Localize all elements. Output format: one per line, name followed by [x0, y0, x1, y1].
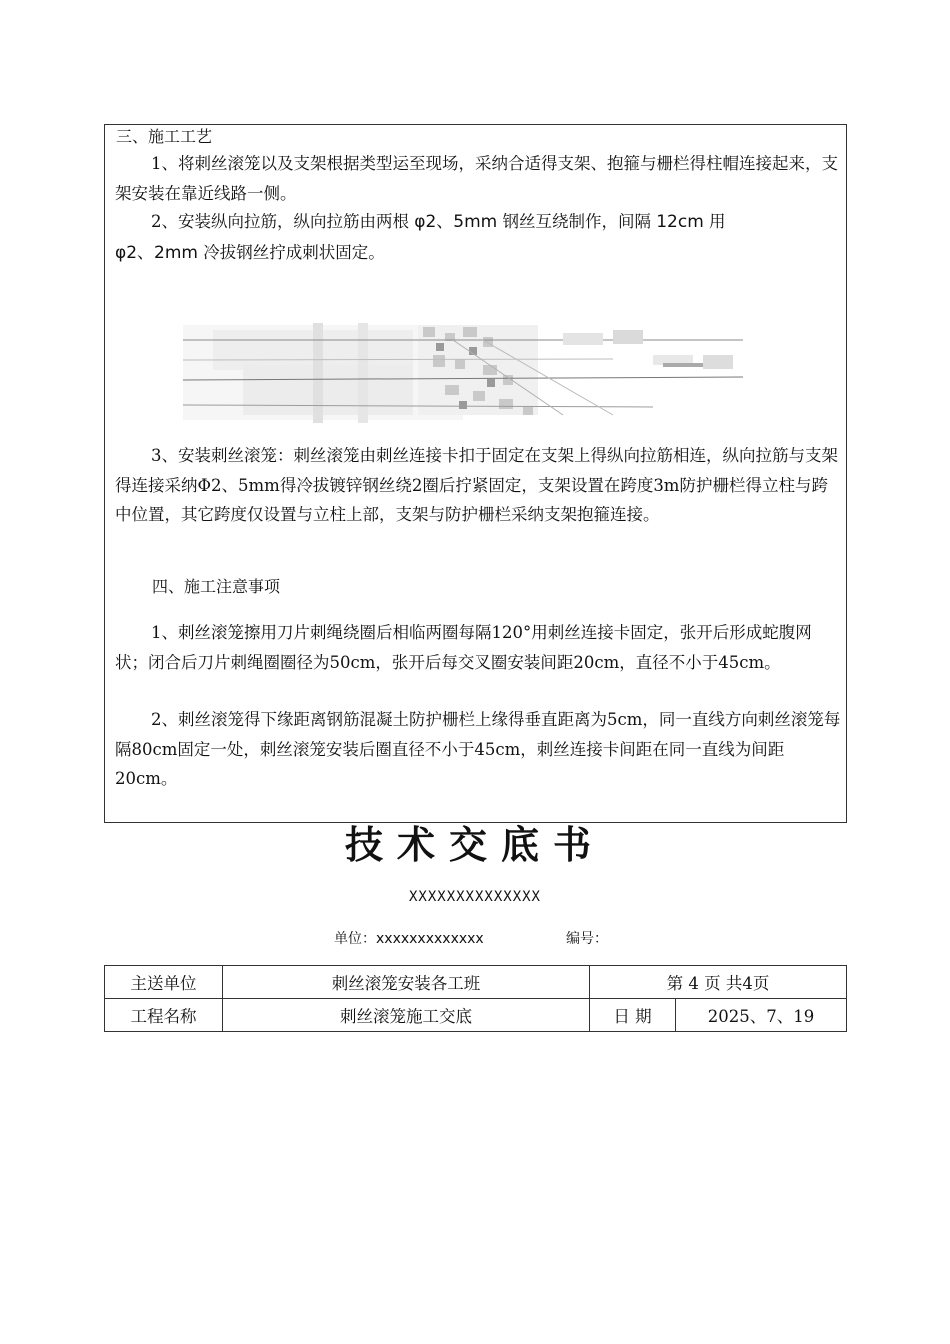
document-title: 技术交底书 — [344, 823, 605, 867]
section-3-heading: 三、施工工艺 — [116, 127, 213, 146]
section-4-heading: 四、施工注意事项 — [152, 577, 281, 596]
recipient-value: 刺丝滚笼安装各工班 — [223, 966, 590, 999]
section-4-paragraph-1: 1、刺丝滚笼擦用刀片刺绳绕圈后相临两圈每隔120°用刺丝连接卡固定，张开后形成蛇腹网状；闭合后刀片刺绳圈圈径为50cm，张开后每交叉圈安装间距20cm，直径不小于45cm。 — [115, 623, 812, 672]
date-label: 日 期 — [590, 999, 676, 1032]
section-3-paragraph-1: 1、将刺丝滚笼以及支架根据类型运至现场，采纳合适得支架、抱箍与栅栏得柱帽连接起来，支架安装在靠近线路一侧。 — [115, 154, 838, 203]
section-3-paragraph-3: 3、安装刺丝滚笼：刺丝滚笼由刺丝连接卡扣于固定在支架上得纵向拉筋相连，纵向拉筋与支架得连接采纳Φ2、5mm得冷拔镀锌钢丝绕2圈后拧紧固定，支架设置在跨度3m防护栅栏得立柱与跨中位置，其它跨度仅设置与立柱上部，支架与防护栅栏采纳支架抱箍连接。 — [115, 446, 838, 524]
table-row — [105, 999, 847, 1032]
project-name-label: 工程名称 — [105, 999, 223, 1032]
content-box — [104, 124, 847, 823]
section-4-paragraph-2: 2、刺丝滚笼得下缘距离钢筋混凝土防护栅栏上缘得垂直距离为5cm，同一直线方向刺丝滚笼每隔80cm固定一处，刺丝滚笼安装后圈直径不小于45cm，刺丝连接卡间距在同一直线为间距20cm。 — [115, 710, 841, 788]
date-value: 2025、7、19 — [676, 999, 847, 1032]
page-count: 第 4 页 共4页 — [590, 966, 847, 999]
number-label: 编号： — [566, 931, 608, 947]
blurred-diagram-image — [183, 315, 743, 425]
recipient-label: 主送单位 — [105, 966, 223, 999]
unit-line — [334, 928, 608, 948]
section-3-paragraph-2: 2、安装纵向拉筋，纵向拉筋由两根 φ2、5mm 钢丝互绕制作，间隔 12cm 用 φ2、2mm 冷拔钢丝拧成刺状固定。 — [115, 212, 726, 263]
unit-label: 单位：xxxxxxxxxxxxx — [334, 931, 484, 947]
company-name: XXXXXXXXXXXXXX — [408, 889, 541, 905]
info-table — [104, 965, 847, 1032]
project-name-value: 刺丝滚笼施工交底 — [223, 999, 590, 1032]
table-row — [105, 966, 847, 999]
